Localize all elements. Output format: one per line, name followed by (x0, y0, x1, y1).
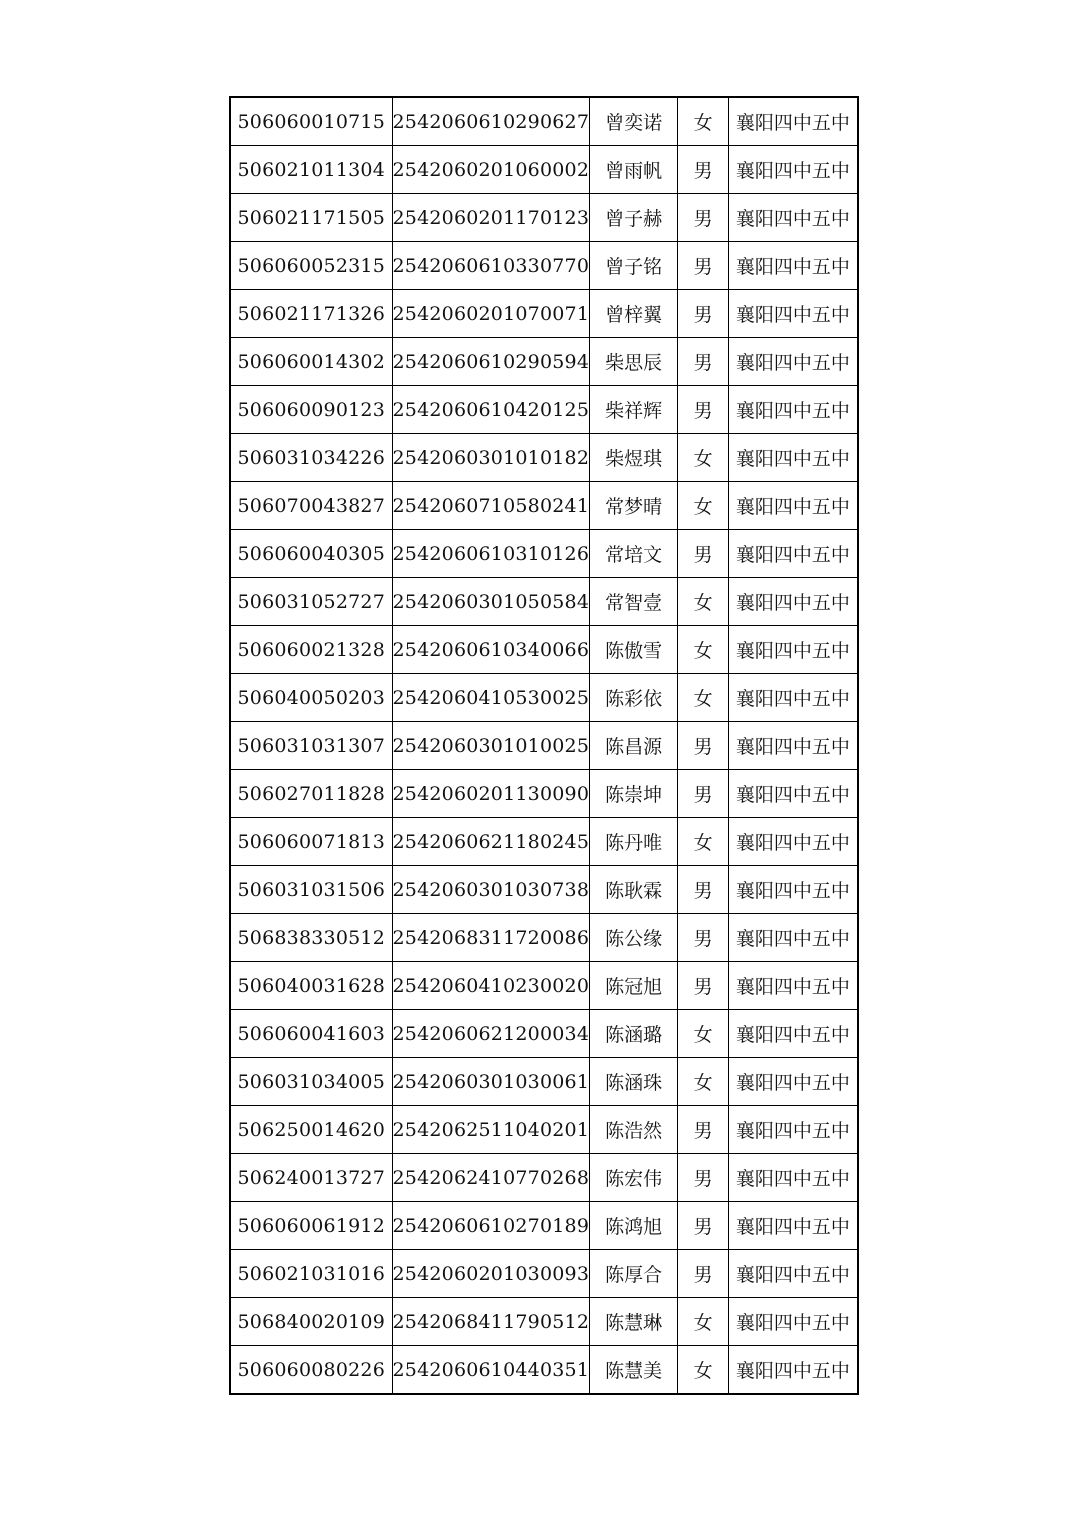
student-name-cell: 陈崇坤 (590, 770, 678, 818)
exam-number-cell: 506031031506 (230, 866, 392, 914)
registration-number-cell: 2542060301010182 (392, 434, 590, 482)
school-cell: 襄阳四中五中 (729, 194, 858, 242)
student-name-cell: 常培文 (590, 530, 678, 578)
exam-number-cell: 506060041603 (230, 1010, 392, 1058)
registration-number-cell: 2542062511040201 (392, 1106, 590, 1154)
registration-number-cell: 2542060621200034 (392, 1010, 590, 1058)
table-row (230, 770, 858, 818)
gender-cell: 男 (678, 914, 729, 962)
registration-number-cell: 2542060610310126 (392, 530, 590, 578)
table-row (230, 482, 858, 530)
student-name-cell: 陈丹唯 (590, 818, 678, 866)
exam-number-cell: 506027011828 (230, 770, 392, 818)
school-cell: 襄阳四中五中 (729, 770, 858, 818)
table-row (230, 818, 858, 866)
registration-number-cell: 2542060610330770 (392, 242, 590, 290)
table-row (230, 1154, 858, 1202)
school-cell: 襄阳四中五中 (729, 1154, 858, 1202)
school-cell: 襄阳四中五中 (729, 1250, 858, 1298)
student-name-cell: 陈鸿旭 (590, 1202, 678, 1250)
student-name-cell: 陈公缘 (590, 914, 678, 962)
table-row (230, 1010, 858, 1058)
school-cell: 襄阳四中五中 (729, 97, 858, 146)
table-row (230, 1346, 858, 1395)
student-name-cell: 陈涵珠 (590, 1058, 678, 1106)
student-name-cell: 柴思辰 (590, 338, 678, 386)
gender-cell: 女 (678, 626, 729, 674)
gender-cell: 男 (678, 146, 729, 194)
gender-cell: 男 (678, 1106, 729, 1154)
table-row (230, 530, 858, 578)
exam-number-cell: 506240013727 (230, 1154, 392, 1202)
school-cell: 襄阳四中五中 (729, 530, 858, 578)
school-cell: 襄阳四中五中 (729, 818, 858, 866)
school-cell: 襄阳四中五中 (729, 866, 858, 914)
exam-number-cell: 506060010715 (230, 97, 392, 146)
gender-cell: 男 (678, 1202, 729, 1250)
gender-cell: 男 (678, 962, 729, 1010)
student-name-cell: 陈涵璐 (590, 1010, 678, 1058)
gender-cell: 男 (678, 242, 729, 290)
registration-number-cell: 2542060301010025 (392, 722, 590, 770)
exam-number-cell: 506838330512 (230, 914, 392, 962)
exam-number-cell: 506060014302 (230, 338, 392, 386)
school-cell: 襄阳四中五中 (729, 914, 858, 962)
school-cell: 襄阳四中五中 (729, 962, 858, 1010)
exam-number-cell: 506031034226 (230, 434, 392, 482)
table-row (230, 290, 858, 338)
school-cell: 襄阳四中五中 (729, 1298, 858, 1346)
student-name-cell: 柴祥辉 (590, 386, 678, 434)
school-cell: 襄阳四中五中 (729, 1346, 858, 1395)
exam-number-cell: 506040050203 (230, 674, 392, 722)
exam-number-cell: 506040031628 (230, 962, 392, 1010)
gender-cell: 男 (678, 1154, 729, 1202)
registration-number-cell: 2542060410230020 (392, 962, 590, 1010)
school-cell: 襄阳四中五中 (729, 338, 858, 386)
registration-number-cell: 2542060610440351 (392, 1346, 590, 1395)
exam-number-cell: 506060090123 (230, 386, 392, 434)
gender-cell: 男 (678, 194, 729, 242)
gender-cell: 男 (678, 866, 729, 914)
registration-number-cell: 2542060201130090 (392, 770, 590, 818)
school-cell: 襄阳四中五中 (729, 1010, 858, 1058)
exam-number-cell: 506840020109 (230, 1298, 392, 1346)
student-name-cell: 曾雨帆 (590, 146, 678, 194)
student-name-cell: 陈慧美 (590, 1346, 678, 1395)
table-row (230, 1298, 858, 1346)
student-name-cell: 常梦晴 (590, 482, 678, 530)
exam-number-cell: 506021171326 (230, 290, 392, 338)
exam-number-cell: 506060071813 (230, 818, 392, 866)
registration-number-cell: 2542060201170123 (392, 194, 590, 242)
gender-cell: 女 (678, 674, 729, 722)
exam-number-cell: 506031031307 (230, 722, 392, 770)
table-row (230, 578, 858, 626)
school-cell: 襄阳四中五中 (729, 722, 858, 770)
table-row (230, 626, 858, 674)
registration-number-cell: 2542060301030061 (392, 1058, 590, 1106)
exam-number-cell: 506250014620 (230, 1106, 392, 1154)
registration-number-cell: 2542060610290627 (392, 97, 590, 146)
student-name-cell: 陈傲雪 (590, 626, 678, 674)
registration-number-cell: 2542060621180245 (392, 818, 590, 866)
student-name-cell: 曾奕诺 (590, 97, 678, 146)
exam-number-cell: 506060021328 (230, 626, 392, 674)
exam-number-cell: 506031034005 (230, 1058, 392, 1106)
gender-cell: 男 (678, 338, 729, 386)
school-cell: 襄阳四中五中 (729, 146, 858, 194)
table-row (230, 674, 858, 722)
school-cell: 襄阳四中五中 (729, 626, 858, 674)
exam-number-cell: 506021031016 (230, 1250, 392, 1298)
gender-cell: 女 (678, 1346, 729, 1395)
registration-number-cell: 2542060410530025 (392, 674, 590, 722)
gender-cell: 男 (678, 290, 729, 338)
exam-number-cell: 506031052727 (230, 578, 392, 626)
exam-number-cell: 506070043827 (230, 482, 392, 530)
registration-number-cell: 2542060610340066 (392, 626, 590, 674)
exam-number-cell: 506060052315 (230, 242, 392, 290)
exam-number-cell: 506060061912 (230, 1202, 392, 1250)
registration-number-cell: 2542068411790512 (392, 1298, 590, 1346)
registration-number-cell: 2542060610290594 (392, 338, 590, 386)
student-name-cell: 陈慧琳 (590, 1298, 678, 1346)
student-name-cell: 陈耿霖 (590, 866, 678, 914)
student-name-cell: 陈冠旭 (590, 962, 678, 1010)
registration-number-cell: 2542062410770268 (392, 1154, 590, 1202)
gender-cell: 女 (678, 1058, 729, 1106)
registration-number-cell: 2542060610270189 (392, 1202, 590, 1250)
exam-number-cell: 506060080226 (230, 1346, 392, 1395)
table-row (230, 1250, 858, 1298)
school-cell: 襄阳四中五中 (729, 1058, 858, 1106)
table-row (230, 914, 858, 962)
school-cell: 襄阳四中五中 (729, 386, 858, 434)
student-name-cell: 曾子铭 (590, 242, 678, 290)
student-name-cell: 柴煜琪 (590, 434, 678, 482)
table-row (230, 97, 858, 146)
school-cell: 襄阳四中五中 (729, 242, 858, 290)
student-name-cell: 常智壹 (590, 578, 678, 626)
registration-number-cell: 2542060710580241 (392, 482, 590, 530)
registration-number-cell: 2542060301030738 (392, 866, 590, 914)
gender-cell: 男 (678, 530, 729, 578)
table-row (230, 386, 858, 434)
gender-cell: 男 (678, 386, 729, 434)
student-roster-table (229, 96, 859, 1395)
student-name-cell: 陈彩依 (590, 674, 678, 722)
table-row (230, 242, 858, 290)
roster-table-body (230, 97, 858, 1394)
gender-cell: 女 (678, 1298, 729, 1346)
gender-cell: 男 (678, 722, 729, 770)
student-name-cell: 陈昌源 (590, 722, 678, 770)
registration-number-cell: 2542060610420125 (392, 386, 590, 434)
gender-cell: 男 (678, 1250, 729, 1298)
registration-number-cell: 2542060201070071 (392, 290, 590, 338)
school-cell: 襄阳四中五中 (729, 1202, 858, 1250)
table-row (230, 434, 858, 482)
table-row (230, 1058, 858, 1106)
student-name-cell: 陈浩然 (590, 1106, 678, 1154)
school-cell: 襄阳四中五中 (729, 434, 858, 482)
exam-number-cell: 506060040305 (230, 530, 392, 578)
gender-cell: 女 (678, 1010, 729, 1058)
registration-number-cell: 2542060201030093 (392, 1250, 590, 1298)
exam-number-cell: 506021011304 (230, 146, 392, 194)
school-cell: 襄阳四中五中 (729, 674, 858, 722)
gender-cell: 女 (678, 482, 729, 530)
registration-number-cell: 2542068311720086 (392, 914, 590, 962)
school-cell: 襄阳四中五中 (729, 1106, 858, 1154)
gender-cell: 女 (678, 434, 729, 482)
gender-cell: 男 (678, 770, 729, 818)
table-row (230, 194, 858, 242)
table-row (230, 962, 858, 1010)
school-cell: 襄阳四中五中 (729, 290, 858, 338)
gender-cell: 女 (678, 578, 729, 626)
table-row (230, 338, 858, 386)
student-name-cell: 曾子赫 (590, 194, 678, 242)
school-cell: 襄阳四中五中 (729, 482, 858, 530)
school-cell: 襄阳四中五中 (729, 578, 858, 626)
gender-cell: 女 (678, 97, 729, 146)
student-name-cell: 曾梓翼 (590, 290, 678, 338)
gender-cell: 女 (678, 818, 729, 866)
table-row (230, 146, 858, 194)
table-row (230, 722, 858, 770)
table-row (230, 866, 858, 914)
registration-number-cell: 2542060301050584 (392, 578, 590, 626)
student-name-cell: 陈宏伟 (590, 1154, 678, 1202)
student-name-cell: 陈厚合 (590, 1250, 678, 1298)
table-row (230, 1202, 858, 1250)
exam-number-cell: 506021171505 (230, 194, 392, 242)
table-row (230, 1106, 858, 1154)
registration-number-cell: 2542060201060002 (392, 146, 590, 194)
